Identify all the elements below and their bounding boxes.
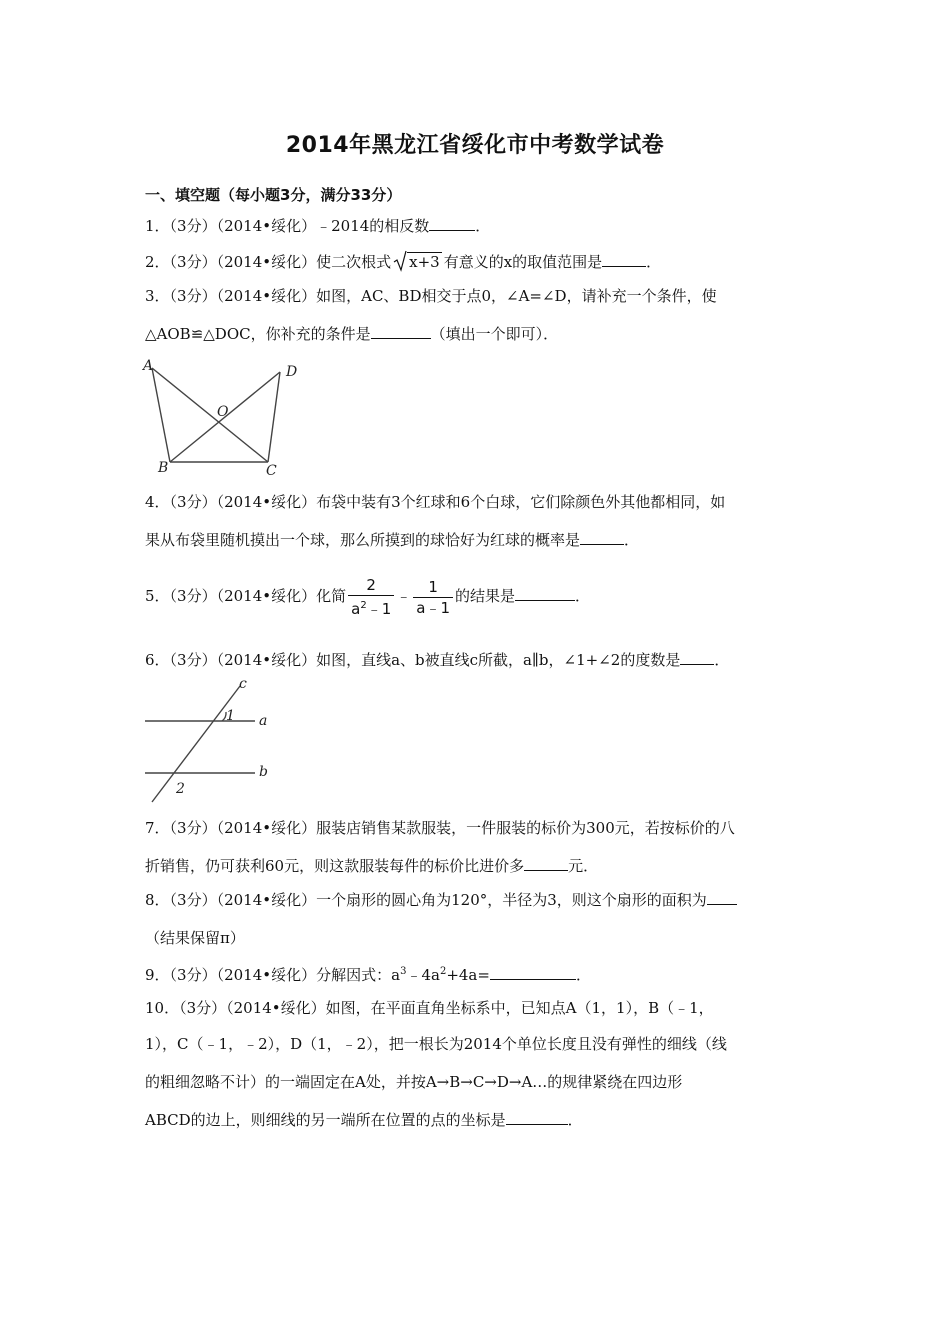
label-O: O [217, 404, 229, 420]
fraction-2-denominator: a﹣1 [416, 598, 451, 617]
figure-q6-parallel-lines [140, 676, 280, 806]
question-8-line-1 [145, 890, 737, 910]
den-base: a [351, 600, 361, 618]
question-6: 6．（3分）（2014•绥化）如图，直线a、b被直线c所截，a∥b，∠1+∠2的度数是 ． [145, 651, 730, 669]
label-c: c [239, 676, 247, 692]
question-9: 9．（3分）（2014•绥化）分解因式：$a^3﹣4a^2+4a=$ ． [145, 966, 591, 984]
label-angle-2: 2 [176, 781, 185, 797]
question-5-text: 5．（3分）（2014•绥化）化简 [145, 587, 347, 605]
answer-blank [429, 216, 475, 231]
question-2-text-tail: 有意义的x的取值范围是 [443, 253, 603, 271]
answer-blank [515, 586, 575, 601]
sqrt-expression [393, 252, 442, 272]
label-A: A [143, 358, 154, 374]
label-a: a [259, 713, 268, 729]
question-7-line-1: 7．（3分）（2014•绥化）服装店销售某款服装，一件服装的标价为300元，若按标价的八 [145, 819, 735, 837]
question-2-text: 2．（3分）（2014•绥化）使二次根式 [145, 253, 392, 271]
question-7-line-2 [145, 856, 598, 876]
question-7-text-tail: 元． [568, 857, 599, 875]
question-4-text: 果从布袋里随机摸出一个球，那么所摸到的球恰好为红球的概率是 [145, 531, 581, 549]
question-9-mid: ﹣4a [406, 966, 440, 984]
question-9-text: 9．（3分）（2014•绥化）分解因式：a [145, 966, 401, 984]
question-7-text: 折销售，仍可获利60元，则这款服装每件的标价比进价多 [145, 857, 525, 875]
question-1: 1．（3分）（2014•绥化）﹣2014的相反数 ． [145, 217, 491, 235]
fraction-1-denominator [348, 596, 394, 619]
figure-q3-triangles [140, 356, 310, 480]
question-10-line-2: 1），C（﹣1，﹣2），D（1，﹣2），把一根长为2014个单位长度且没有弹性的细线（线 [145, 1035, 727, 1053]
fraction-2-numerator: 1 [413, 577, 453, 598]
question-3-line-2 [145, 324, 558, 344]
question-2: 2．（3分）（2014•绥化）使二次根式 x+3 有意义的x的取值范围是 ． [145, 253, 662, 271]
question-10-line-1: 10．（3分）（2014•绥化）如图，在平面直角坐标系中，已知点A（1，1），B（﹣1， [145, 999, 714, 1017]
question-3-line-1: 3．（3分）（2014•绥化）如图，AC、BD相交于点0，∠A=∠D，请补充一个条件，使 [145, 287, 717, 305]
label-B: B [158, 460, 169, 476]
answer-blank [707, 890, 737, 905]
fraction-1 [348, 575, 394, 619]
question-9-tail: +4a= [446, 966, 490, 984]
den-tail: ﹣1 [366, 600, 392, 618]
question-4-line-1: 4．（3分）（2014•绥化）布袋中装有3个红球和6个白球，它们除颜色外其他都相同，如 [145, 493, 726, 511]
answer-blank [490, 965, 576, 980]
question-4-line-2: 果从布袋里随机摸出一个球，那么所摸到的球恰好为红球的概率是 ． [145, 531, 640, 549]
question-8-line-2: （结果保留π） [145, 929, 245, 947]
answer-blank [680, 650, 714, 665]
answer-blank [524, 856, 568, 871]
section-heading: 一、填空题（每小题3分，满分33分） [145, 186, 402, 204]
question-5-text-tail: 的结果是 [455, 587, 516, 605]
answer-blank [506, 1110, 568, 1125]
label-b: b [259, 764, 268, 780]
label-C: C [266, 463, 277, 479]
question-10-line-4: ABCD的边上，则细线的另一端所在位置的点的坐标是 ． [145, 1111, 583, 1129]
question-3-text-tail: （填出一个即可）． [430, 325, 559, 343]
label-D: D [286, 364, 298, 380]
question-1-text: 1．（3分）（2014•绥化）﹣2014的相反数 [145, 217, 430, 235]
answer-blank [371, 324, 431, 339]
fraction-2 [413, 577, 453, 618]
question-5: 5．（3分）（2014•绥化）化简 $\frac{2}{a^2﹣1}$ ﹣ $\frac{1}{a﹣1}$ 的结果是 ． [145, 576, 591, 618]
question-10-line-3: 的粗细忽略不计）的一端固定在A处，并按A→B→C→D→A…的规律紧绕在四边形 [145, 1073, 683, 1091]
question-10-text: ABCD的边上，则细线的另一端所在位置的点的坐标是 [145, 1111, 506, 1129]
exponent-3: 3 [400, 966, 407, 977]
answer-blank [602, 252, 646, 267]
question-3-text: △AOB≌△DOC，你补充的条件是 [145, 325, 371, 343]
minus-sign: ﹣ [396, 587, 412, 605]
fraction-1-numerator: 2 [348, 575, 394, 596]
answer-blank [580, 530, 624, 545]
den-exponent: 2 [360, 600, 367, 611]
question-8-text: 8．（3分）（2014•绥化）一个扇形的圆心角为120°，半径为3，则这个扇形的面积为 [145, 891, 707, 909]
question-6-text: 6．（3分）（2014•绥化）如图，直线a、b被直线c所截，a∥b，∠1+∠2的度数是 [145, 651, 681, 669]
exponent-2: 2 [439, 966, 447, 977]
page-title: 2014年黑龙江省绥化市中考数学试卷 [285, 133, 665, 158]
radicand: x+3 [409, 253, 440, 271]
label-angle-1: 1 [226, 708, 235, 724]
